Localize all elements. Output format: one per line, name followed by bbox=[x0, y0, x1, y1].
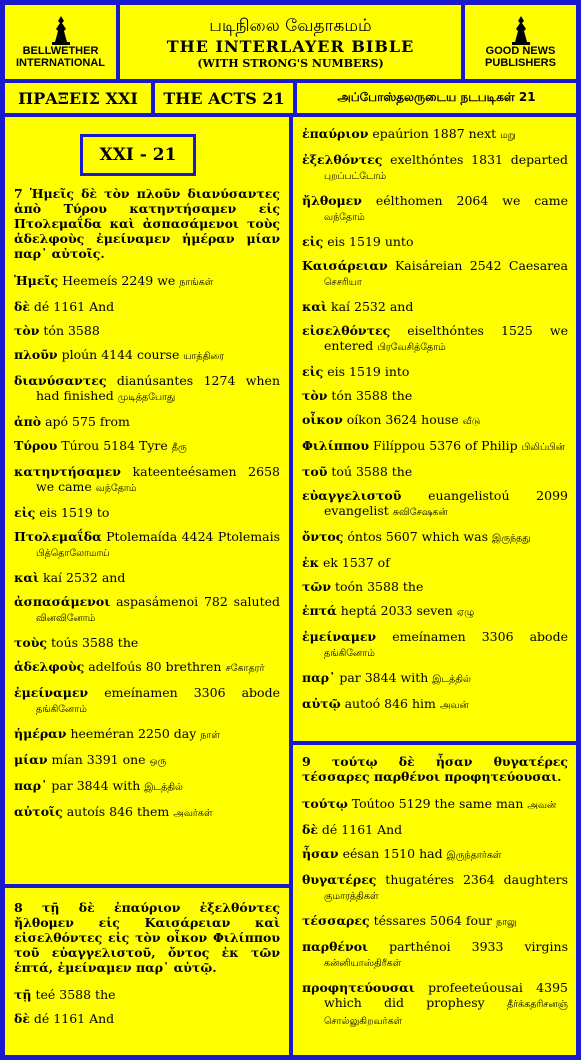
word-entry bbox=[302, 796, 568, 813]
word-entry bbox=[302, 126, 568, 143]
word-entry bbox=[14, 299, 280, 314]
title-block bbox=[120, 5, 461, 79]
greek-word: αὐτοῖς bbox=[14, 804, 63, 819]
verse-9-text: 9 τούτῳ δὲ ἦσαν θυγατέρες τέσσαρες παρθένοι προφητεύουσαι. bbox=[302, 754, 568, 784]
greek-word: Καισάρειαν bbox=[302, 258, 388, 273]
verse-9-column bbox=[302, 754, 568, 1038]
english-gloss: heptá 2033 seven bbox=[340, 603, 453, 618]
greek-word: ἀσπασάμενοι bbox=[14, 594, 111, 609]
verse-8-text: 8 τῇ δὲ ἐπαύριον ἐξελθόντες ἤλθομεν εἰς Καισάρειαν καὶ εἰσελθόντες εἰς τὸν οἶκον Φιλίππου τοῦ εὐαγγελιστοῦ, ὄντος ἐκ τῶν ἑπτά, ἐμείναμεν παρ᾽ αὐτῷ. bbox=[14, 900, 280, 975]
english-gloss: kaí 2532 and bbox=[331, 299, 414, 314]
english-gloss: epaúrion 1887 next bbox=[372, 126, 497, 141]
tamil-gloss: குமாரத்திகள் bbox=[324, 891, 379, 902]
tamil-gloss: ஏழு bbox=[456, 607, 475, 618]
word-entry bbox=[302, 913, 568, 930]
english-gloss: mían 3391 one bbox=[51, 752, 146, 767]
greek-word: πλοῦν bbox=[14, 347, 58, 362]
greek-word: παρθένοι bbox=[302, 939, 369, 954]
tamil-gloss: யாத்திரை bbox=[183, 351, 225, 362]
english-gloss: autoó 846 him bbox=[344, 696, 436, 711]
tamil-gloss: பிரவேசித்தோம் bbox=[377, 342, 446, 353]
greek-word: ἤλθομεν bbox=[302, 193, 362, 208]
verse-8-column-right bbox=[302, 126, 568, 722]
word-entry bbox=[14, 373, 280, 405]
english-gloss: toús 3588 the bbox=[51, 635, 139, 650]
greek-word: τέσσαρες bbox=[302, 913, 370, 928]
english-gloss: téssares 5064 four bbox=[373, 913, 493, 928]
english-gloss: euangelistoú 2099 evangelist bbox=[324, 488, 568, 518]
greek-word: ἐπαύριον bbox=[302, 126, 369, 141]
logo-line-1: GOOD NEWS bbox=[485, 45, 556, 57]
english-gloss: emeínamen 3306 abode bbox=[104, 685, 280, 700]
verse-7-text: 7 Ἡμεῖς δὲ τὸν πλοῦν διανύσαντες ἀπὸ Τύρου κατηντήσαμεν εἰς Πτολεμαΐδα καὶ ἀσπασάμενοι τοὺς ἀδελφοὺς ἐμείναμεν ἡμέραν μίαν παρ᾽ αὐτοῖς. bbox=[14, 186, 280, 261]
word-entry bbox=[302, 234, 568, 249]
english-gloss: teé 3588 the bbox=[35, 987, 116, 1002]
greek-word: Τύρου bbox=[14, 438, 58, 453]
greek-word: τῇ bbox=[14, 987, 32, 1002]
tamil-gloss: பிலிப்பின் bbox=[521, 442, 565, 453]
word-entry bbox=[14, 570, 280, 585]
greek-word: διανύσαντες bbox=[14, 373, 107, 388]
greek-word: δὲ bbox=[302, 822, 318, 837]
word-entry bbox=[302, 193, 568, 225]
word-entry bbox=[14, 659, 280, 676]
book-greek: ΠΡΑΞΕΙΣ XXI bbox=[5, 83, 151, 113]
greek-word: τῶν bbox=[302, 579, 331, 594]
english-gloss: kateenteésamen 2658 we came bbox=[36, 464, 280, 494]
word-entry bbox=[14, 529, 280, 561]
greek-word: εἰσελθόντες bbox=[302, 323, 391, 338]
verse-8-entries-right bbox=[302, 126, 568, 713]
chapter-label: XXI - 21 bbox=[80, 134, 196, 176]
tamil-gloss: கன்னியாஸ்திரீகள் bbox=[324, 958, 402, 969]
word-entry bbox=[302, 670, 568, 687]
tamil-gloss: தங்கினோம் bbox=[36, 704, 87, 715]
english-gloss: profeeteúousai 4395 which did prophesy bbox=[324, 980, 568, 1010]
word-entry bbox=[14, 635, 280, 650]
title-tamil: படிநிலை வேதாகமம் bbox=[209, 15, 372, 36]
english-gloss: dé 1161 And bbox=[321, 822, 403, 837]
word-entry bbox=[302, 696, 568, 713]
word-entry bbox=[14, 778, 280, 795]
word-entry bbox=[14, 414, 280, 429]
word-entry bbox=[302, 299, 568, 314]
statue-icon bbox=[49, 15, 73, 45]
word-entry bbox=[14, 752, 280, 769]
tamil-gloss: புறப்பட்டோம் bbox=[324, 171, 387, 182]
english-gloss: Ptolemaída 4424 Ptolemais bbox=[106, 529, 280, 544]
word-entry bbox=[302, 579, 568, 594]
tamil-gloss: வந்தோம் bbox=[95, 483, 137, 494]
word-entry bbox=[14, 438, 280, 455]
greek-word: Φιλίππου bbox=[302, 438, 370, 453]
english-gloss: eis 1519 to bbox=[39, 505, 110, 520]
english-gloss: oíkon 3624 house bbox=[346, 412, 459, 427]
english-gloss: Toútoo 5129 the same man bbox=[351, 796, 524, 811]
english-gloss: thugatéres 2364 daughters bbox=[385, 872, 568, 887]
english-gloss: kaí 2532 and bbox=[43, 570, 126, 585]
word-entry bbox=[302, 603, 568, 620]
greek-word: δὲ bbox=[14, 299, 30, 314]
greek-word: ἐξελθόντες bbox=[302, 152, 383, 167]
greek-word: ἐκ bbox=[302, 555, 319, 570]
tamil-gloss: தங்கினோம் bbox=[324, 648, 375, 659]
word-entry bbox=[14, 464, 280, 496]
greek-word: παρ᾽ bbox=[302, 670, 336, 685]
english-gloss: exelthóntes 1831 departed bbox=[390, 152, 568, 167]
word-entry bbox=[302, 529, 568, 546]
english-gloss: autoís 846 them bbox=[66, 804, 170, 819]
greek-word: οἶκον bbox=[302, 412, 343, 427]
word-entry bbox=[302, 980, 568, 1029]
verse-8-column-left bbox=[14, 900, 280, 1035]
english-gloss: Túrou 5184 Tyre bbox=[61, 438, 168, 453]
word-entry bbox=[14, 594, 280, 626]
english-gloss: eélthomen 2064 we came bbox=[375, 193, 568, 208]
book-english: THE ACTS 21 bbox=[155, 83, 293, 113]
verse-8-entries-left bbox=[14, 987, 280, 1026]
english-gloss: tón 3588 bbox=[43, 323, 100, 338]
greek-word: ὄντος bbox=[302, 529, 344, 544]
english-gloss: Heemeís 2249 we bbox=[62, 273, 176, 288]
tamil-gloss: நாள் bbox=[200, 730, 220, 741]
english-gloss: toón 3588 the bbox=[334, 579, 424, 594]
english-gloss: dé 1161 And bbox=[33, 299, 115, 314]
word-entry bbox=[14, 347, 280, 364]
word-entry bbox=[302, 258, 568, 290]
greek-word: παρ᾽ bbox=[14, 778, 48, 793]
english-gloss: dé 1161 And bbox=[33, 1011, 115, 1026]
greek-word: τούτῳ bbox=[302, 796, 348, 811]
english-gloss: emeínamen 3306 abode bbox=[392, 629, 568, 644]
english-gloss: Kaisáreian 2542 Caesarea bbox=[394, 258, 568, 273]
greek-word: τὸν bbox=[302, 388, 328, 403]
english-gloss: toú 3588 the bbox=[331, 464, 413, 479]
greek-word: αὐτῷ bbox=[302, 696, 341, 711]
tamil-gloss: தீர்க்கதரிசனஞ் சொல்லுகிறவர்கள் bbox=[324, 999, 568, 1027]
tamil-gloss: நாலு bbox=[496, 917, 517, 928]
greek-word: τοὺς bbox=[14, 635, 48, 650]
tamil-gloss: செசரியா bbox=[324, 277, 362, 288]
tamil-gloss: இருந்தது bbox=[491, 533, 531, 544]
tamil-gloss: அவர்கள் bbox=[173, 808, 213, 819]
english-gloss: heeméran 2250 day bbox=[70, 726, 197, 741]
word-entry bbox=[14, 987, 280, 1002]
tamil-gloss: வீடு bbox=[462, 416, 481, 427]
greek-word: καὶ bbox=[14, 570, 40, 585]
greek-word: ἐμείναμεν bbox=[302, 629, 377, 644]
english-gloss: eis 1519 unto bbox=[327, 234, 414, 249]
greek-word: εἰς bbox=[302, 234, 324, 249]
greek-word: δὲ bbox=[14, 1011, 30, 1026]
good-news-logo bbox=[465, 5, 576, 79]
greek-word: εἰς bbox=[302, 364, 324, 379]
word-entry bbox=[14, 804, 280, 821]
word-entry bbox=[302, 438, 568, 455]
tamil-gloss: சுவிசேஷகன் bbox=[392, 507, 448, 518]
verse-9-entries bbox=[302, 796, 568, 1029]
word-entry bbox=[302, 388, 568, 403]
greek-word: εἰς bbox=[14, 505, 36, 520]
greek-word: μίαν bbox=[14, 752, 48, 767]
english-gloss: tón 3588 the bbox=[331, 388, 413, 403]
greek-word: προφητεύουσαι bbox=[302, 980, 415, 995]
tamil-gloss: நாங்கள் bbox=[179, 277, 214, 288]
word-entry bbox=[302, 464, 568, 479]
greek-word: ἐμείναμεν bbox=[14, 685, 89, 700]
word-entry bbox=[302, 939, 568, 971]
english-gloss: apó 575 from bbox=[45, 414, 130, 429]
greek-word: καὶ bbox=[302, 299, 328, 314]
english-gloss: eésan 1510 had bbox=[342, 846, 443, 861]
english-gloss: eis 1519 into bbox=[327, 364, 410, 379]
tamil-gloss: சகோதரர் bbox=[225, 663, 265, 674]
greek-word: ἑπτά bbox=[302, 603, 337, 618]
greek-word: ἀπὸ bbox=[14, 414, 42, 429]
greek-word: ἦσαν bbox=[302, 846, 339, 861]
greek-word: ἡμέραν bbox=[14, 726, 67, 741]
greek-word: κατηντήσαμεν bbox=[14, 464, 121, 479]
english-gloss: ek 1537 of bbox=[322, 555, 390, 570]
logo-line-2: INTERNATIONAL bbox=[15, 57, 105, 69]
word-entry bbox=[14, 1011, 280, 1026]
word-entry bbox=[302, 822, 568, 837]
english-gloss: dianúsantes 1274 when had finished bbox=[36, 373, 280, 403]
book-tamil: அப்போஸ்தலருடைய நடபடிகள் 21 bbox=[297, 83, 576, 113]
greek-word: τοῦ bbox=[302, 464, 328, 479]
word-entry bbox=[302, 412, 568, 429]
word-entry bbox=[302, 488, 568, 520]
word-entry bbox=[14, 505, 280, 520]
greek-word: Ἡμεῖς bbox=[14, 273, 59, 288]
tamil-gloss: வினவினோம் bbox=[36, 613, 96, 624]
tamil-gloss: ஒரு bbox=[149, 756, 167, 767]
english-gloss: óntos 5607 which was bbox=[347, 529, 488, 544]
logo-line-2: PUBLISHERS bbox=[485, 57, 556, 69]
english-gloss: eiselthóntes 1525 we entered bbox=[324, 323, 568, 353]
word-entry bbox=[14, 726, 280, 743]
bellwether-logo bbox=[5, 5, 116, 79]
english-gloss: aspasámenoi 782 saluted bbox=[116, 594, 280, 609]
english-gloss: adelfoús 80 brethren bbox=[88, 659, 222, 674]
tamil-gloss: அவன் bbox=[527, 800, 557, 811]
english-gloss: parthénoi 3933 virgins bbox=[389, 939, 568, 954]
english-gloss: ploún 4144 course bbox=[61, 347, 180, 362]
tamil-gloss: தீரு bbox=[171, 442, 187, 453]
greek-word: ἀδελφοὺς bbox=[14, 659, 85, 674]
word-entry bbox=[302, 846, 568, 863]
statue-icon bbox=[509, 15, 533, 45]
greek-word: τὸν bbox=[14, 323, 40, 338]
word-entry bbox=[302, 872, 568, 904]
word-entry bbox=[14, 323, 280, 338]
tamil-gloss: வந்தோம் bbox=[324, 212, 365, 223]
greek-word: Πτολεμαΐδα bbox=[14, 529, 102, 544]
page-subtitle: (WITH STRONG'S NUMBERS) bbox=[197, 56, 384, 70]
tamil-gloss: மறு bbox=[500, 130, 516, 141]
tamil-gloss: பித்தொலோமாய் bbox=[36, 548, 110, 559]
page-title: THE INTERLAYER BIBLE bbox=[166, 36, 415, 56]
tamil-gloss: இடத்தில் bbox=[432, 674, 471, 685]
tamil-gloss: அவன் bbox=[439, 700, 469, 711]
word-entry bbox=[302, 364, 568, 379]
tamil-gloss: இருந்தார்கள் bbox=[446, 850, 502, 861]
verse-7-column bbox=[14, 186, 280, 830]
greek-word: θυγατέρες bbox=[302, 872, 377, 887]
english-gloss: par 3844 with bbox=[51, 778, 141, 793]
word-entry bbox=[302, 152, 568, 184]
word-entry bbox=[302, 555, 568, 570]
word-entry bbox=[302, 629, 568, 661]
word-entry bbox=[14, 273, 280, 290]
english-gloss: par 3844 with bbox=[339, 670, 429, 685]
verse-7-entries bbox=[14, 273, 280, 821]
tamil-gloss: இடத்தில் bbox=[144, 782, 183, 793]
logo-line-1: BELLWETHER bbox=[22, 45, 99, 57]
word-entry bbox=[302, 323, 568, 355]
word-entry bbox=[14, 685, 280, 717]
greek-word: εὐαγγελιστοῦ bbox=[302, 488, 402, 503]
tamil-gloss: முடித்தபோது bbox=[117, 392, 176, 403]
english-gloss: Filíppou 5376 of Philip bbox=[373, 438, 518, 453]
